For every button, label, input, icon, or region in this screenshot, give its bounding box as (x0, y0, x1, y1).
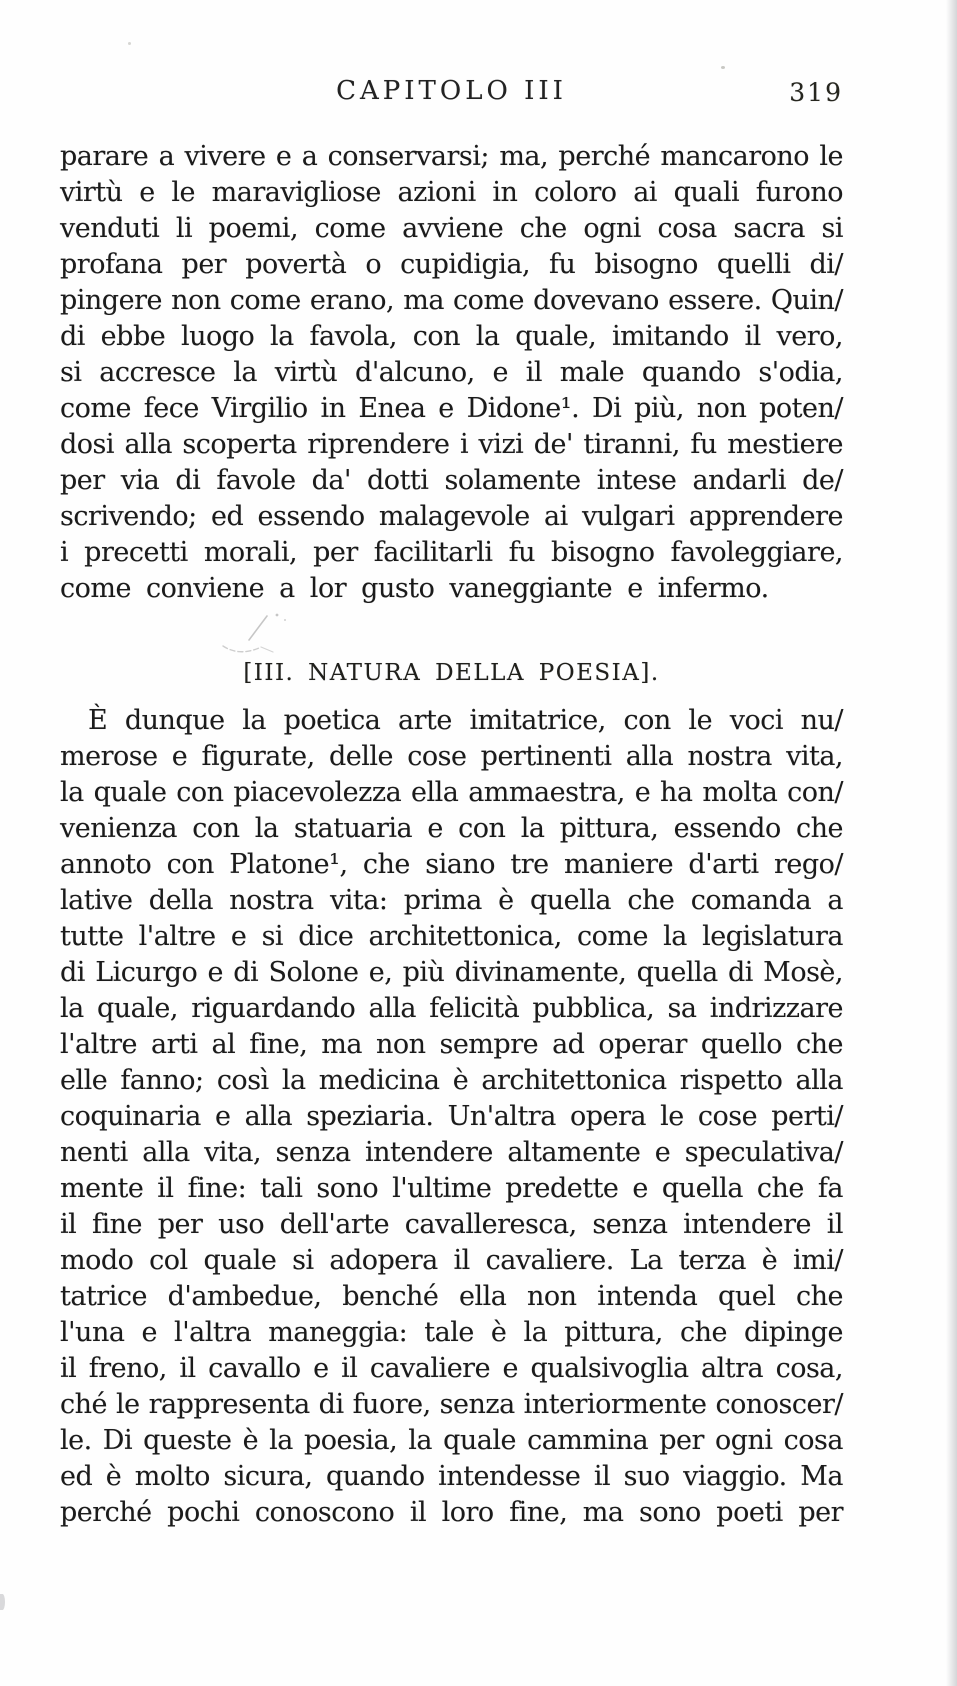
text-line: modo col quale si adopera il cavaliere. La terza è imi/ (60, 1245, 843, 1276)
text-line: ché le rappresenta di fuore, senza interiormente conoscer/ (60, 1389, 843, 1420)
scan-speck (721, 66, 725, 69)
paragraph-1 (60, 139, 843, 607)
text-line: coquinaria e alla speziaria. Un'altra opera le cose perti/ (60, 1101, 843, 1132)
text-line: l'una e l'altra maneggia: tale è la pittura, che dipinge (60, 1317, 843, 1348)
text-line: i precetti morali, per facilitarli fu bisogno favoleggiare, (60, 537, 843, 568)
text-line: venduti li poemi, come avviene che ogni cosa sacra si (60, 213, 843, 244)
text-line: profana per povertà o cupidigia, fu bisogno quelli di/ (60, 249, 843, 280)
text-line: dosi alla scoperta riprendere i vizi de' tiranni, fu mestiere (60, 429, 843, 460)
page-number: 319 (789, 78, 843, 107)
text-line: scrivendo; ed essendo malagevole ai vulgari apprendere (60, 501, 843, 532)
text-line: annoto con Platone¹, che siano tre maniere d'arti rego/ (60, 849, 843, 880)
text-line: lative della nostra vita: prima è quella che comanda a (60, 885, 843, 916)
text-line: venienza con la statuaria e con la pittura, essendo che (60, 813, 843, 844)
text-line: il freno, il cavallo e il cavaliere e qualsivoglia altra cosa, (60, 1353, 843, 1384)
text-line: pingere non come erano, ma come dovevano essere. Quin/ (60, 285, 843, 316)
text-line: il fine per uso dell'arte cavalleresca, senza intendere il (60, 1209, 843, 1240)
section-heading: [III. NATURA DELLA POESIA]. (243, 660, 660, 686)
text-line: come conviene a lor gusto vaneggiante e infermo. (60, 573, 769, 604)
text-line: come fece Virgilio in Enea e Didone¹. Di più, non poten/ (60, 393, 843, 424)
text-line: elle fanno; così la medicina è architettonica rispetto alla (60, 1065, 843, 1096)
text-line: le. Di queste è la poesia, la quale cammina per ogni cosa (60, 1425, 843, 1456)
text-line: la quale con piacevolezza ella ammaestra, e ha molta con/ (60, 777, 843, 808)
text-line: tatrice d'ambedue, benché ella non intenda quel che (60, 1281, 843, 1312)
text-line: per via di favole da' dotti solamente intese andarli de/ (60, 465, 843, 496)
page-header (60, 76, 843, 110)
text-line: di Licurgo e di Solone e, più divinamente, quella di Mosè, (60, 957, 843, 988)
text-line: merose e figurate, delle cose pertinenti alla nostra vita, (60, 741, 843, 772)
text-line: nenti alla vita, senza intendere altamente e speculativa/ (60, 1137, 843, 1168)
text-line: parare a vivere e a conservarsi; ma, perché mancarono le (60, 141, 843, 172)
paragraph-2 (60, 703, 843, 1531)
text-line: l'altre arti al fine, ma non sempre ad operar quello che (60, 1029, 843, 1060)
scan-edge-mark (0, 1594, 5, 1610)
text-line: la quale, riguardando alla felicità pubblica, sa indrizzare (60, 993, 843, 1024)
chapter-title: CAPITOLO III (336, 76, 567, 106)
scan-speck (128, 42, 131, 45)
text-line: mente il fine: tali sono l'ultime predette e quella che fa (60, 1173, 843, 1204)
text-line: ed è molto sicura, quando intendesse il suo viaggio. Ma (60, 1461, 843, 1492)
scan-edge-shadow (946, 0, 957, 1686)
text-line: tutte l'altre e si dice architettonica, come la legislatura (60, 921, 843, 952)
text-line: È dunque la poetica arte imitatrice, con le voci nu/ (88, 705, 843, 736)
text-line: perché pochi conoscono il loro fine, ma sono poeti per (60, 1497, 843, 1528)
text-line: si accresce la virtù d'alcuno, e il male quando s'odia, (60, 357, 843, 388)
scan-smudge-mark (215, 608, 299, 662)
text-line: di ebbe luogo la favola, con la quale, imitando il vero, (60, 321, 843, 352)
text-line: virtù e le maravigliose azioni in coloro ai quali furono (60, 177, 843, 208)
